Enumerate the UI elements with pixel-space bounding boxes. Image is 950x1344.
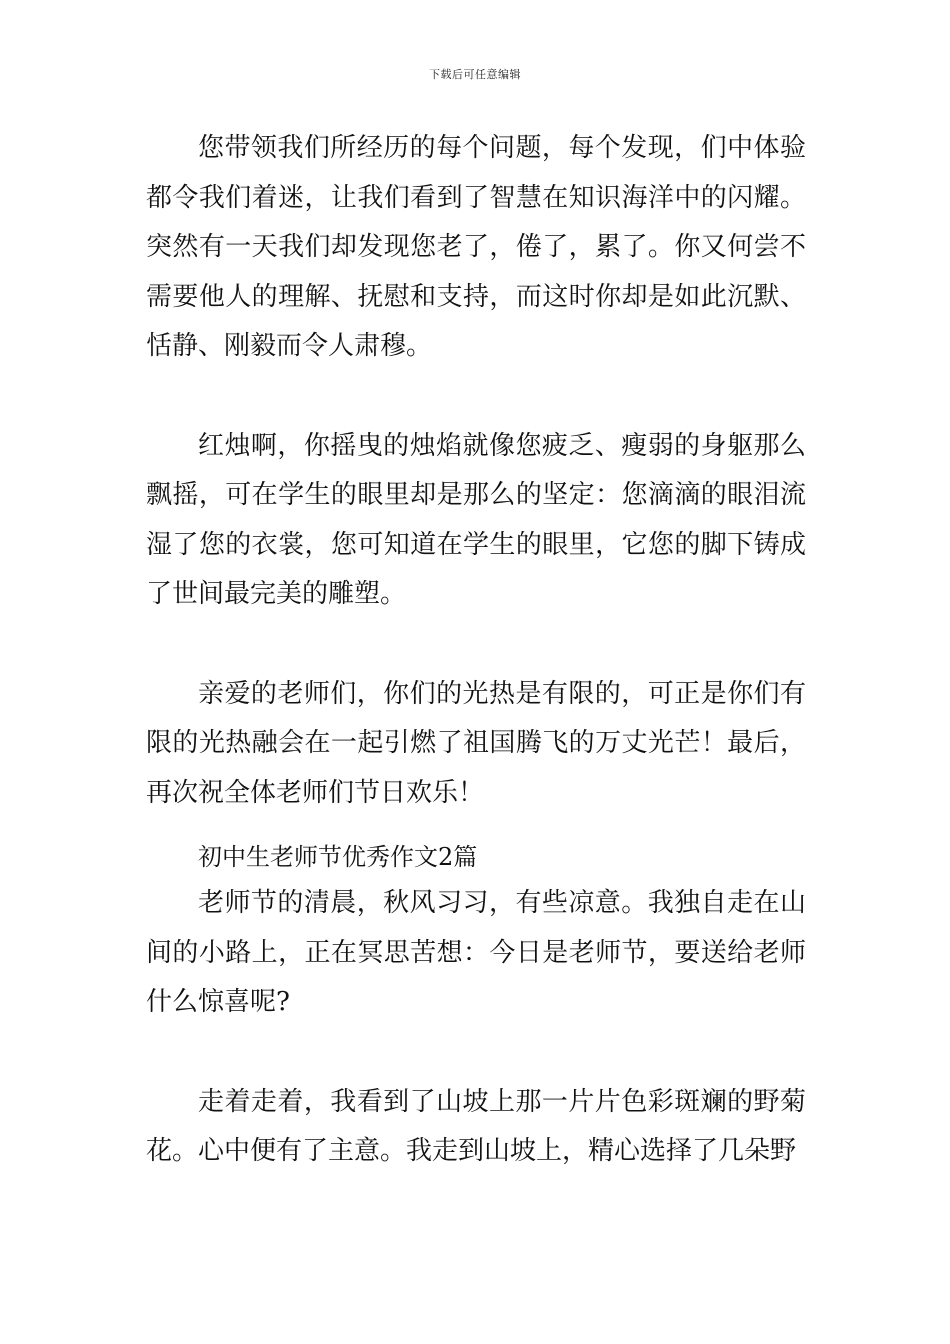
paragraph-spacer: [146, 1028, 806, 1078]
paragraph-1: 您带领我们所经历的每个问题，每个发现，们中体验都令我们着迷，让我们看到了智慧在知识海洋中的闪耀。突然有一天我们却发现您老了，倦了，累了。你又何尝不需要他人的理解、抚慰和支持，而这时你却是如此沉默、恬静、刚毅而令人肃穆。: [146, 133, 806, 361]
paragraph-spacer: [146, 372, 806, 422]
paragraph-2: 红烛啊，你摇曳的烛焰就像您疲乏、瘦弱的身躯那么飘摇，可在学生的眼里却是那么的坚定：您滴滴的眼泪流湿了您的衣裳，您可知道在学生的眼里，它您的脚下铸成了世间最完美的雕塑。: [146, 430, 806, 609]
paragraph-spacer: [146, 620, 806, 670]
paragraph-3: 亲爱的老师们，你们的光热是有限的，可正是你们有限的光热融会在一起引燃了祖国腾飞的万丈光芒！最后，再次祝全体老师们节日欢乐！: [146, 678, 806, 808]
paragraph-4: 老师节的清晨，秋风习习，有些凉意。我独自走在山间的小路上，正在冥思苦想：今日是老师节，要送给老师什么惊喜呢?: [146, 888, 806, 1017]
paragraph-5: 走着走着，我看到了山坡上那一片片色彩斑斓的野菊花。心中便有了主意。我走到山坡上，精心选择了几朵野: [146, 1086, 806, 1166]
document-body: [146, 124, 806, 1177]
paragraph-spacer: [146, 818, 806, 835]
page-header-note: 下载后可任意编辑: [429, 68, 521, 81]
section-heading: 初中生老师节优秀作文2篇: [198, 843, 478, 871]
